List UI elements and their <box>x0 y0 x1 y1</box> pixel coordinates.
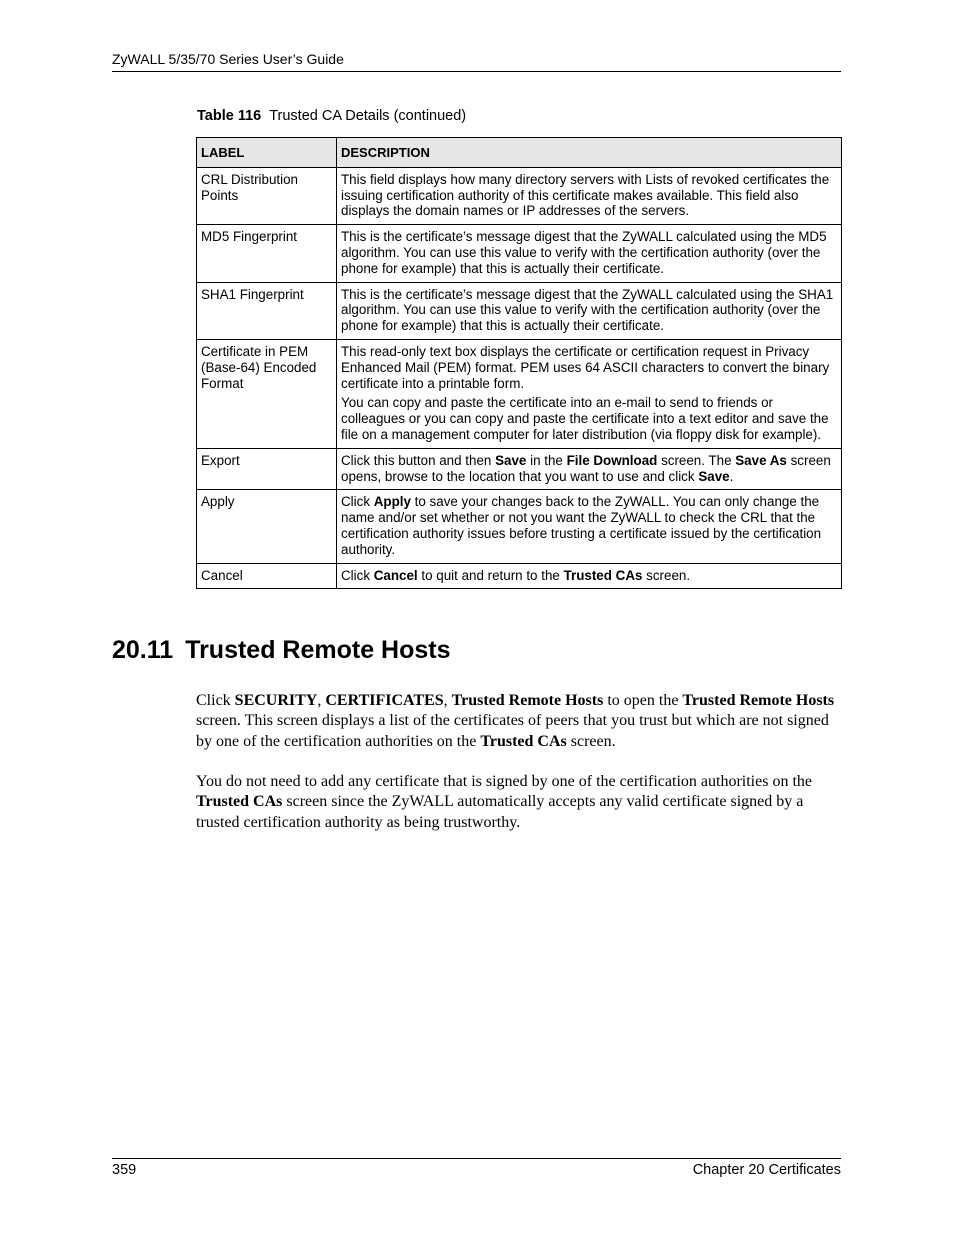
trusted-ca-details-table <box>196 137 842 589</box>
row-label: Cancel <box>197 563 337 589</box>
chapter-title: Chapter 20 Certificates <box>692 1162 841 1178</box>
table-row <box>197 282 842 339</box>
text-run: screen since the ZyWALL automatically accepts any valid certificate signed by a trusted certification authority as being trustworthy. <box>196 793 804 831</box>
row-label: Certificate in PEM (Base-64) Encoded Format <box>197 339 337 448</box>
table-row <box>197 563 842 589</box>
bold-text: Trusted CAs <box>480 732 567 750</box>
table-body <box>197 167 842 589</box>
row-description <box>337 490 842 563</box>
text-run: screen. <box>566 732 616 750</box>
section-heading <box>112 636 451 665</box>
text-run: to open the <box>603 692 683 709</box>
section-number: 20.11 <box>112 636 174 664</box>
row-description <box>337 282 842 339</box>
text-run: screen. The <box>657 452 736 468</box>
description-paragraph <box>341 395 837 442</box>
text-run: Click <box>341 567 374 583</box>
bold-text: Cancel <box>373 567 418 583</box>
text-run: screen. This screen displays a list of the certificates of peers that you trust but which are not signed by one of the certification authorities on the <box>196 712 829 750</box>
table-row <box>197 339 842 448</box>
bold-text: Trusted Remote Hosts <box>682 692 835 709</box>
text-run: Click this button and then <box>341 452 496 468</box>
row-label: Apply <box>197 490 337 563</box>
table-row <box>197 448 842 490</box>
text-run: This is the certificate’s message digest that the ZyWALL calculated using the SHA1 algorithm. You can use this value to verify with the certification authority (over the phone for example) that this is actually their certificate. <box>341 286 834 334</box>
text-run: You can copy and paste the certificate into an e-mail to send to friends or colleagues or you can copy and paste the certificate into a text editor and save the file on a management computer for later distribution (via floppy disk for example). <box>341 395 829 442</box>
header-rule <box>112 71 841 72</box>
text-run: screen opens, browse to the location that you want to use and click <box>341 452 831 484</box>
body-paragraph <box>196 691 842 752</box>
bold-text: SECURITY <box>234 692 318 709</box>
text-run: screen. <box>642 567 691 583</box>
table-header-row <box>197 138 842 168</box>
text-run: . <box>729 468 734 484</box>
row-description <box>337 225 842 282</box>
bold-text: Trusted CAs <box>563 567 643 583</box>
bold-text: File Download <box>566 452 658 468</box>
bold-text: Save <box>495 452 527 468</box>
section-title: Trusted Remote Hosts <box>185 636 451 664</box>
bold-text: CERTIFICATES <box>325 692 444 709</box>
description-paragraph <box>341 568 837 584</box>
text-run: Click <box>196 692 235 709</box>
footer-rule <box>112 1158 841 1159</box>
table-caption-title: Trusted CA Details (continued) <box>269 108 467 124</box>
text-run: , <box>443 692 452 709</box>
page-number: 359 <box>112 1162 137 1178</box>
table-caption-number: Table 116 <box>197 108 262 124</box>
bold-text: Trusted CAs <box>196 793 283 811</box>
table-caption <box>197 108 466 124</box>
bold-text: Save <box>698 468 730 484</box>
row-label: CRL Distribution Points <box>197 167 337 224</box>
bold-text: Apply <box>373 494 411 510</box>
description-paragraph <box>341 287 837 334</box>
text-run: to quit and return to the <box>417 567 564 583</box>
description-paragraph <box>341 453 837 485</box>
bold-text: Save As <box>735 452 787 468</box>
text-run: This read-only text box displays the certificate or certification request in Privacy Enhanced Mail (PEM) format. PEM uses 64 ASCII characters to convert the binary certificate into a printable form. <box>341 343 830 391</box>
description-paragraph <box>341 172 837 219</box>
column-header-description: DESCRIPTION <box>337 138 842 168</box>
row-label: MD5 Fingerprint <box>197 225 337 282</box>
column-header-label: LABEL <box>197 138 337 168</box>
running-header: ZyWALL 5/35/70 Series User’s Guide <box>112 51 344 67</box>
description-paragraph <box>341 229 837 276</box>
row-description <box>337 563 842 589</box>
row-description <box>337 339 842 448</box>
table-row <box>197 225 842 282</box>
row-description <box>337 167 842 224</box>
row-label: SHA1 Fingerprint <box>197 282 337 339</box>
text-run: This field displays how many directory servers with Lists of revoked certificates the issuing certification authority of this certificate makes available. This field also displays the domain names or IP addresses of the servers. <box>341 171 830 219</box>
text-run: to save your changes back to the ZyWALL. You can only change the name and/or set whether or not you want the ZyWALL to check the CRL that the certification authority issues before trusting a certificate issued by the certification authority. <box>341 494 822 557</box>
text-run: , <box>317 692 326 709</box>
text-run: in the <box>526 452 567 468</box>
text-run: Click <box>341 494 374 510</box>
body-paragraph <box>196 772 842 833</box>
text-run: You do not need to add any certificate that is signed by one of the certification authorities on the <box>196 773 812 790</box>
row-label: Export <box>197 448 337 490</box>
bold-text: Trusted Remote Hosts <box>451 692 604 709</box>
table-row <box>197 167 842 224</box>
description-paragraph <box>341 344 837 391</box>
description-paragraph <box>341 494 837 557</box>
text-run: This is the certificate’s message digest that the ZyWALL calculated using the MD5 algorithm. You can use this value to verify with the certification authority (over the phone for example) that this is actually their certificate. <box>341 229 827 276</box>
table-row <box>197 490 842 563</box>
row-description <box>337 448 842 490</box>
